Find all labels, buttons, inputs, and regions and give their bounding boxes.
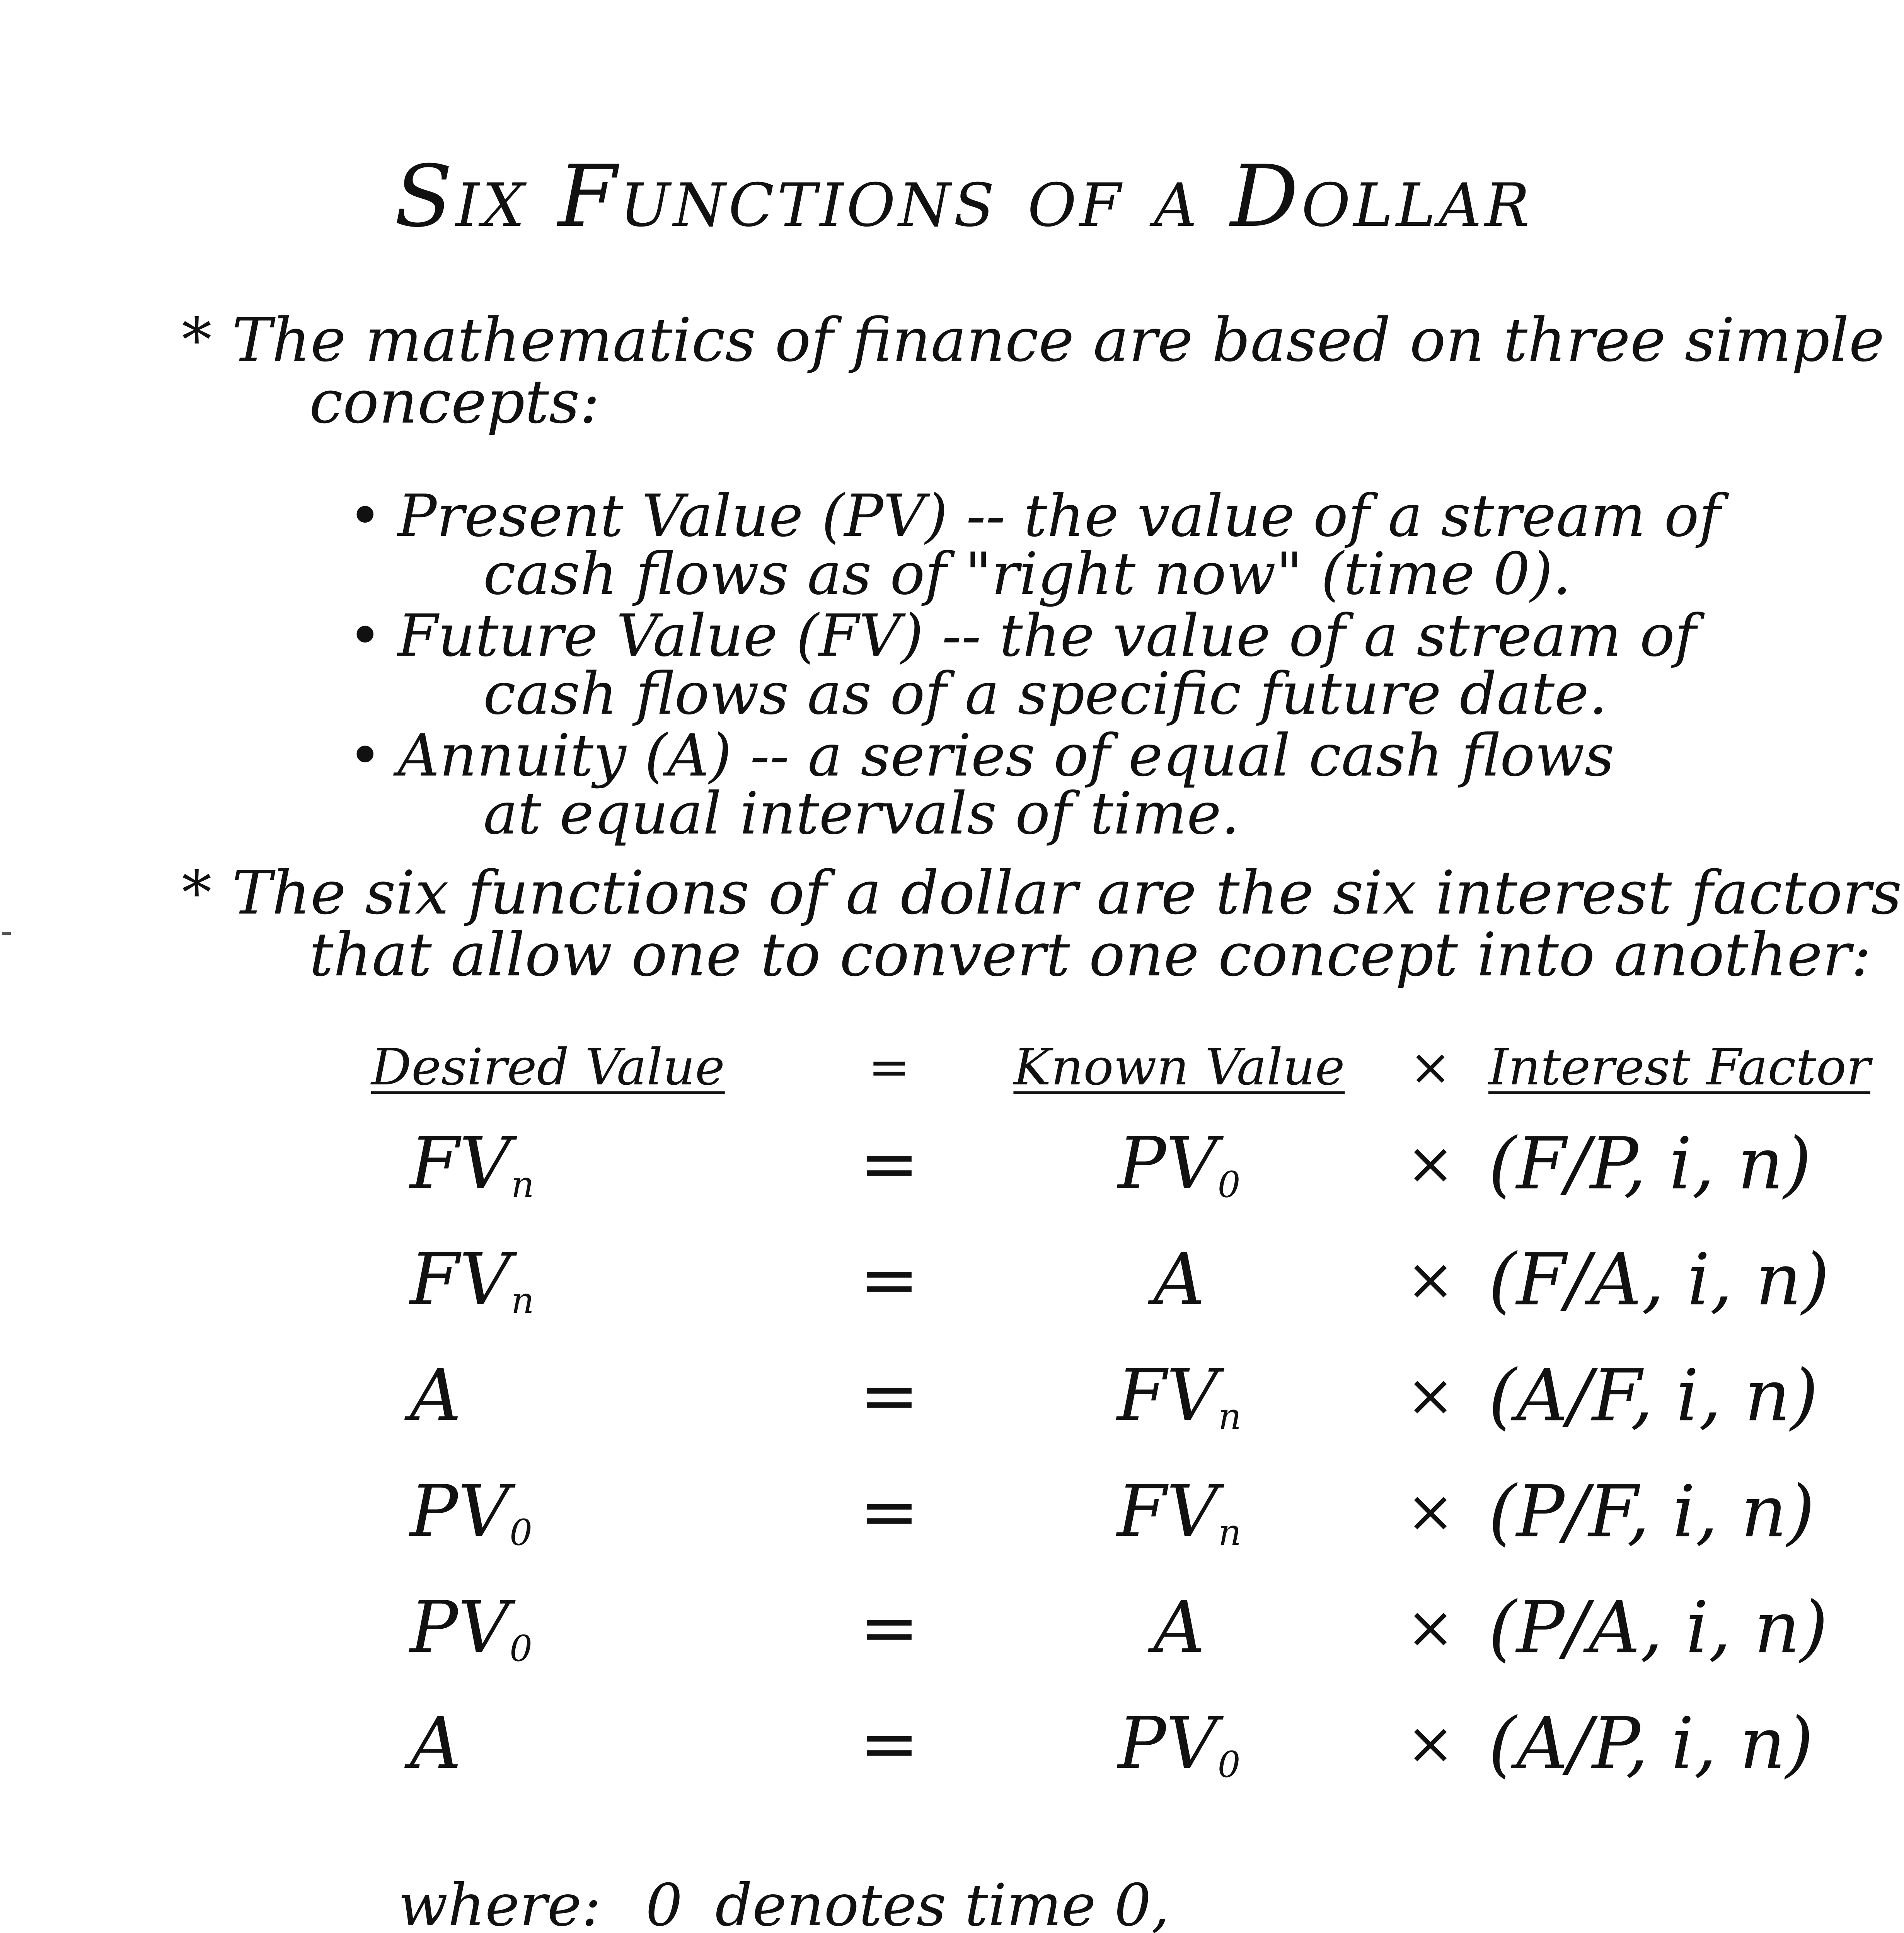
known-symbol: A [1153,1585,1205,1669]
interest-factor-cell: (P/A, i, n) [1488,1586,1828,1669]
equals-sign: = [859,1122,919,1205]
desired-symbol: FV [410,1122,511,1205]
intro-text-1: The mathematics of finance are based on three simple [232,305,1885,375]
bullet-icon: • [348,482,382,550]
equals-sign: = [859,1470,919,1553]
six-functions-line-1 [182,858,1902,928]
table-row [348,1454,1817,1570]
concept-item-annuity [348,722,1720,847]
intro-line-2: concepts: [309,367,600,437]
where-definitions [398,1872,1759,1933]
header-equals: = [868,1038,910,1096]
table-header [348,1028,1870,1106]
asterisk-marker: * [182,305,212,375]
known-symbol: A [1153,1238,1205,1321]
known-symbol: PV [1118,1701,1218,1785]
concept-item-future-value [348,602,1720,728]
known-value-cell [986,1353,1372,1437]
header-desired-value: Desired Value [371,1038,725,1096]
interest-factor-table [348,1028,1870,1802]
interest-factor-cell: (F/P, i, n) [1488,1122,1812,1205]
concept-item-present-value [348,482,1721,608]
equals-sign: = [859,1354,919,1437]
desired-value-cell [348,1701,793,1785]
where-label: where: [398,1872,601,1933]
times-sign: × [1406,1246,1455,1313]
times-sign: × [1406,1478,1455,1545]
table-row [348,1106,1817,1222]
desired-value-cell [348,1122,793,1205]
header-times: × [1409,1038,1452,1096]
equals-sign: = [859,1238,919,1321]
concept-line-1: Present Value (PV) -- the value of a stream of [397,482,1721,550]
header-known-value: Known Value [1013,1038,1345,1096]
times-sign: × [1406,1594,1455,1661]
desired-value-cell [348,1469,793,1553]
where-text: denotes time 0, [715,1872,1170,1933]
margin-mark [2,932,11,935]
desired-symbol: PV [410,1585,510,1669]
concept-line-2: cash flows as of a specific future date. [483,660,1607,728]
table-row [348,1570,1828,1686]
concept-line-1: Future Value (FV) -- the value of a stream of [397,602,1696,670]
equals-sign: = [859,1702,919,1785]
desired-symbol: PV [410,1469,510,1553]
known-symbol: PV [1118,1122,1218,1205]
known-subscript: 0 [1217,1744,1241,1786]
where-symbol: 0 [646,1872,683,1933]
desired-value-cell [348,1238,793,1321]
bullet-icon: • [348,722,382,789]
interest-factor-cell: (A/F, i, n) [1488,1354,1819,1437]
interest-factor-cell: (F/A, i, n) [1488,1238,1830,1321]
known-symbol: FV [1117,1469,1219,1553]
known-subscript: n [1218,1396,1241,1438]
table-row [348,1686,1817,1802]
times-sign: × [1406,1710,1455,1777]
known-value-cell [986,1469,1372,1553]
equals-sign: = [859,1586,919,1669]
table-row [348,1222,1830,1338]
desired-subscript: n [511,1280,534,1322]
page-title: Six Functions of a Dollar [394,147,1533,246]
times-sign: × [1406,1130,1455,1197]
concept-list [348,482,1721,847]
desired-value-cell [348,1585,793,1669]
interest-factor-cell: (P/F, i, n) [1488,1470,1815,1553]
known-value-cell [986,1585,1372,1669]
header-interest-factor: Interest Factor [1488,1038,1870,1096]
table-row [348,1338,1817,1454]
known-symbol: FV [1117,1353,1219,1437]
concept-line-1: Annuity (A) -- a series of equal cash flows [397,722,1614,789]
six-functions-paragraph [182,858,1902,990]
intro-line-1 [182,305,1885,375]
concept-line-2: at equal intervals of time. [483,780,1240,847]
desired-value-cell [348,1353,793,1437]
six-functions-text-1: The six functions of a dollar are the six interest factors [232,858,1902,928]
concept-line-2: cash flows as of "right now" (time 0). [483,540,1572,608]
where-row [398,1872,1759,1933]
known-value-cell [986,1122,1372,1205]
desired-subscript: 0 [510,1512,532,1554]
asterisk-marker: * [182,858,212,928]
desired-symbol: A [410,1353,462,1437]
known-subscript: 0 [1217,1164,1241,1206]
known-subscript: n [1218,1512,1241,1554]
desired-symbol: FV [410,1238,511,1321]
intro-paragraph [182,305,1885,437]
bullet-icon: • [348,602,382,670]
six-functions-line-2: that allow one to convert one concept into another: [309,920,1872,990]
desired-subscript: n [511,1164,534,1206]
known-value-cell [986,1701,1372,1785]
interest-factor-cell: (A/P, i, n) [1488,1702,1814,1785]
desired-subscript: 0 [510,1628,532,1670]
times-sign: × [1406,1362,1455,1429]
desired-symbol: A [410,1701,462,1785]
known-value-cell [986,1238,1372,1321]
